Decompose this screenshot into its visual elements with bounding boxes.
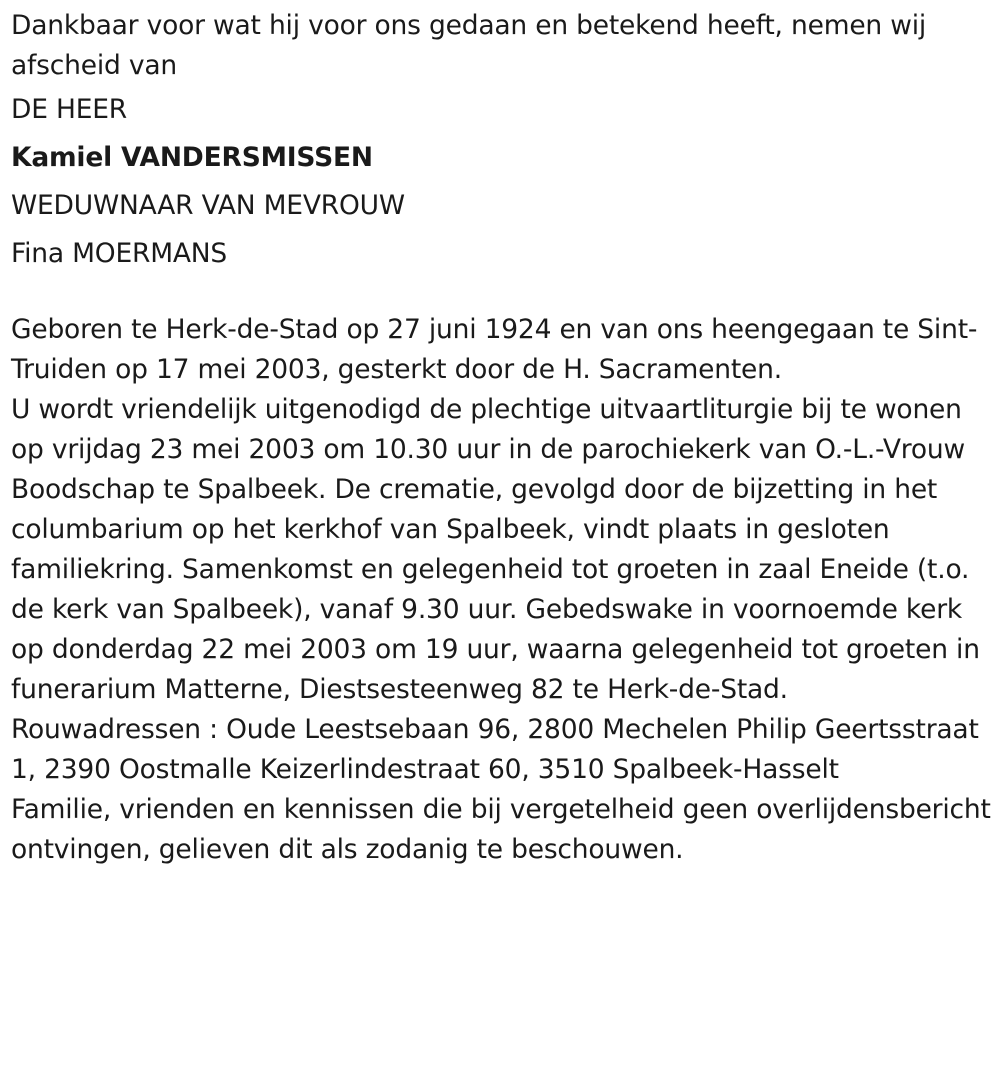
closing-text: Familie, vrienden en kennissen die bij vergetelheid geen overlijdensbericht ontvingen, gelieven dit als zodanig te beschouwen. [11,794,991,865]
funeral-details: U wordt vriendelijk uitgenodigd de plechtige uitvaartliturgie bij te wonen op vrijdag 23 mei 2003 om 10.30 uur in de parochiekerk van O.-L.-Vrouw Boodschap te Spalbeek. De crematie, gevolgd door de bijzetting in het columbarium op het kerkhof van Spalbeek, vindt plaats in gesloten familiekring. Samenkomst en gelegenheid tot groeten in zaal Eneide (t.o. de kerk van Spalbeek), vanaf 9.30 uur. Gebedswake in voornoemde kerk op donderdag 22 mei 2003 om 19 uur, waarna gelegenheid tot groeten in funerarium Matterne, Diestsesteenweg 82 te Herk-de-Stad. [11,394,980,705]
birth-death-text: Geboren te Herk-de-Stad op 27 juni 1924 en van ons heengegaan te Sint-Truiden op 17 mei 2003, gesterkt door de H. Sacramenten. [11,314,978,385]
deceased-block [11,86,996,278]
spouse-name: Fina MOERMANS [11,238,228,269]
honorific-title: DE HEER [11,94,127,125]
deceased-name: Kamiel VANDERSMISSEN [11,142,373,173]
intro-text: Dankbaar voor wat hij voor ons gedaan en betekend heeft, nemen wij afscheid van [11,10,927,81]
relation-text: WEDUWNAAR VAN MEVROUW [11,190,405,221]
death-notice [11,6,996,870]
mourning-addresses: Rouwadressen : Oude Leestsebaan 96, 2800 Mechelen Philip Geertsstraat 1, 2390 Oostmalle Keizerlindestraat 60, 3510 Spalbeek-Hasselt [11,714,979,785]
